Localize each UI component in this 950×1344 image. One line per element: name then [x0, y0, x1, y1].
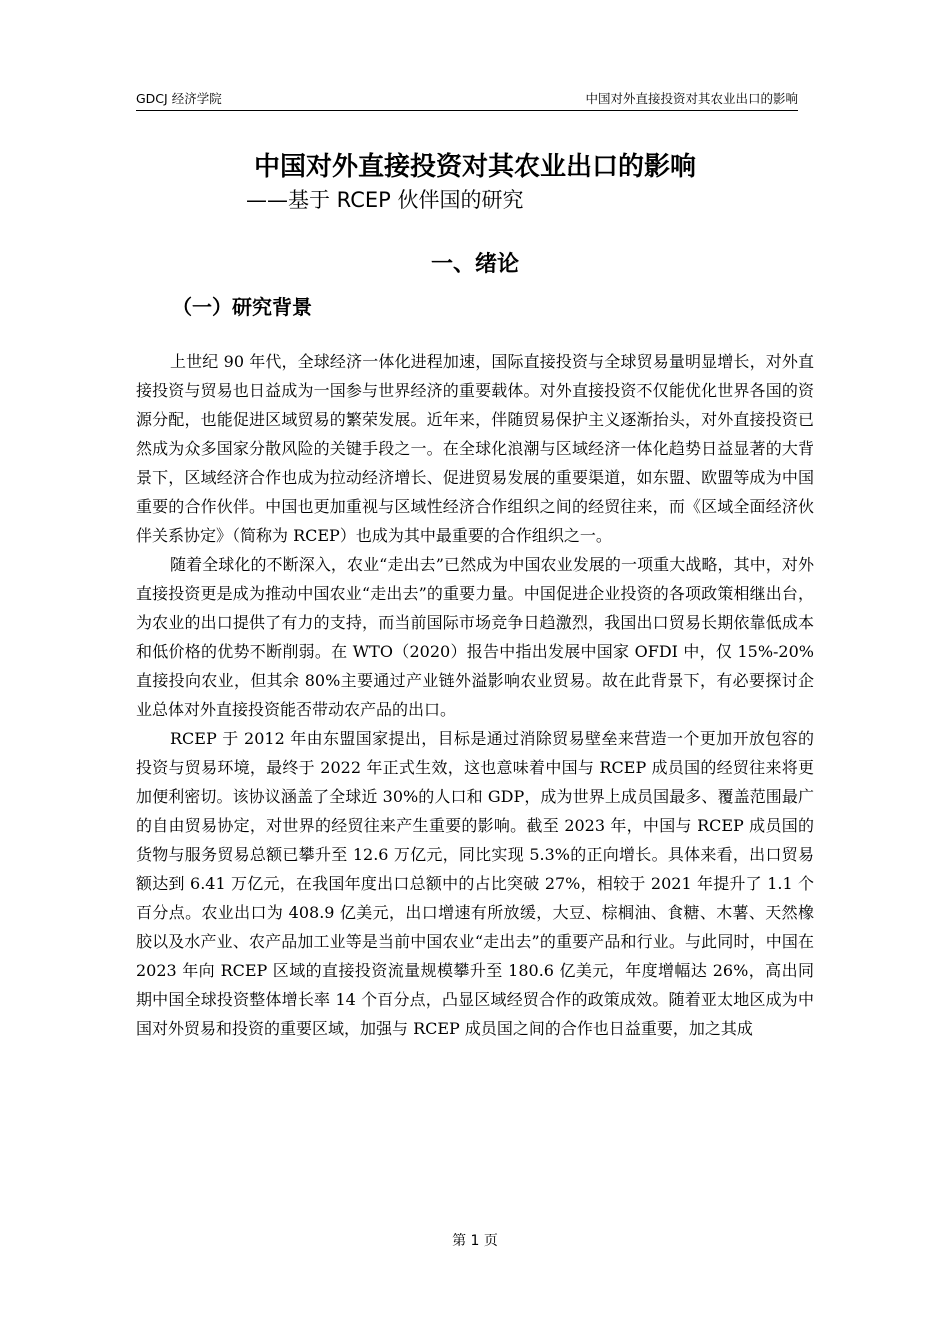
paragraph-2: 随着全球化的不断深入，农业“走出去”已然成为中国农业发展的一项重大战略，其中，对外直接投资更是成为推动中国农业“走出去”的重要力量。中国促进企业投资的各项政策相继出台，为农业的出口提供了有力的支持，而当前国际市场竞争日趋激烈，我国出口贸易长期依靠低成本和低价格的优势不断削弱。在 WTO（2020）报告中指出发展中国家 OFDI 中，仅 15%-20%直接投向农业，但其余 80%主要通过产业链外溢影响农业贸易。故在此背景下，有必要探讨企业总体对外直接投资能否带动农产品的出口。 [136, 555, 814, 719]
section-heading: 一、绪论 [430, 252, 519, 277]
paper-subtitle: ——基于 RCEP 伙伴国的研究 [246, 188, 524, 212]
paragraph-1: 上世纪 90 年代，全球经济一体化进程加速，国际直接投资与全球贸易量明显增长，对外直接投资与贸易也日益成为一国参与世界经济的重要载体。对外直接投资不仅能优化世界各国的资源分配，也能促进区域贸易的繁荣发展。近年来，伴随贸易保护主义逐渐抬头，对外直接投资已然成为众多国家分散风险的关键手段之一。在全球化浪潮与区域经济一体化趋势日益显著的大背景下，区域经济合作也成为拉动经济增长、促进贸易发展的重要渠道，如东盟、欧盟等成为中国重要的合作伙伴。中国也更加重视与区域性经济合作组织之间的经贸往来，而《区域全面经济伙伴关系协定》（简称为 RCEP）也成为其中最重要的合作组织之一。 [136, 352, 814, 545]
header-left: GDCJ 经济学院 [136, 91, 222, 106]
page-header [136, 86, 798, 111]
body-text [136, 347, 814, 1043]
header-right: 中国对外直接投资对其农业出口的影响 [585, 91, 798, 106]
subsection-heading: （一）研究背景 [172, 295, 312, 319]
page-number: 第 1 页 [452, 1233, 498, 1249]
paragraph-3: RCEP 于 2012 年由东盟国家提出，目标是通过消除贸易壁垒来营造一个更加开放包容的投资与贸易环境，最终于 2022 年正式生效，这也意味着中国与 RCEP 成员国的经贸往来将更加便利密切。该协议涵盖了全球近 30%的人口和 GDP，成为世界上成员国最多、覆盖范围最广的自由贸易协定，对世界的经贸往来产生重要的影响。截至 2023 年，中国与 RCEP 成员国的货物与服务贸易总额已攀升至 12.6 万亿元，同比实现 5.3%的正向增长。具体来看，出口贸易额达到 6.41 万亿元，在我国年度出口总额中的占比突破 27%，相较于 2021 年提升了 1.1 个百分点。农业出口为 408.9 亿美元，出口增速有所放缓，大豆、棕榈油、食糖、木薯、天然橡胶以及水产业、农产品加工业等是当前中国农业“走出去”的重要产品和行业。与此同时，中国在 2023 年向 RCEP 区域的直接投资流量规模攀升至 180.6 亿美元，年度增幅达 26%，高出同期中国全球投资整体增长率 14 个百分点，凸显区域经贸合作的政策成效。随着亚太地区成为中国对外贸易和投资的重要区域，加强与 RCEP 成员国之间的合作也日益重要，加之其成 [136, 729, 814, 1038]
paper-title: 中国对外直接投资对其农业出口的影响 [253, 152, 696, 182]
